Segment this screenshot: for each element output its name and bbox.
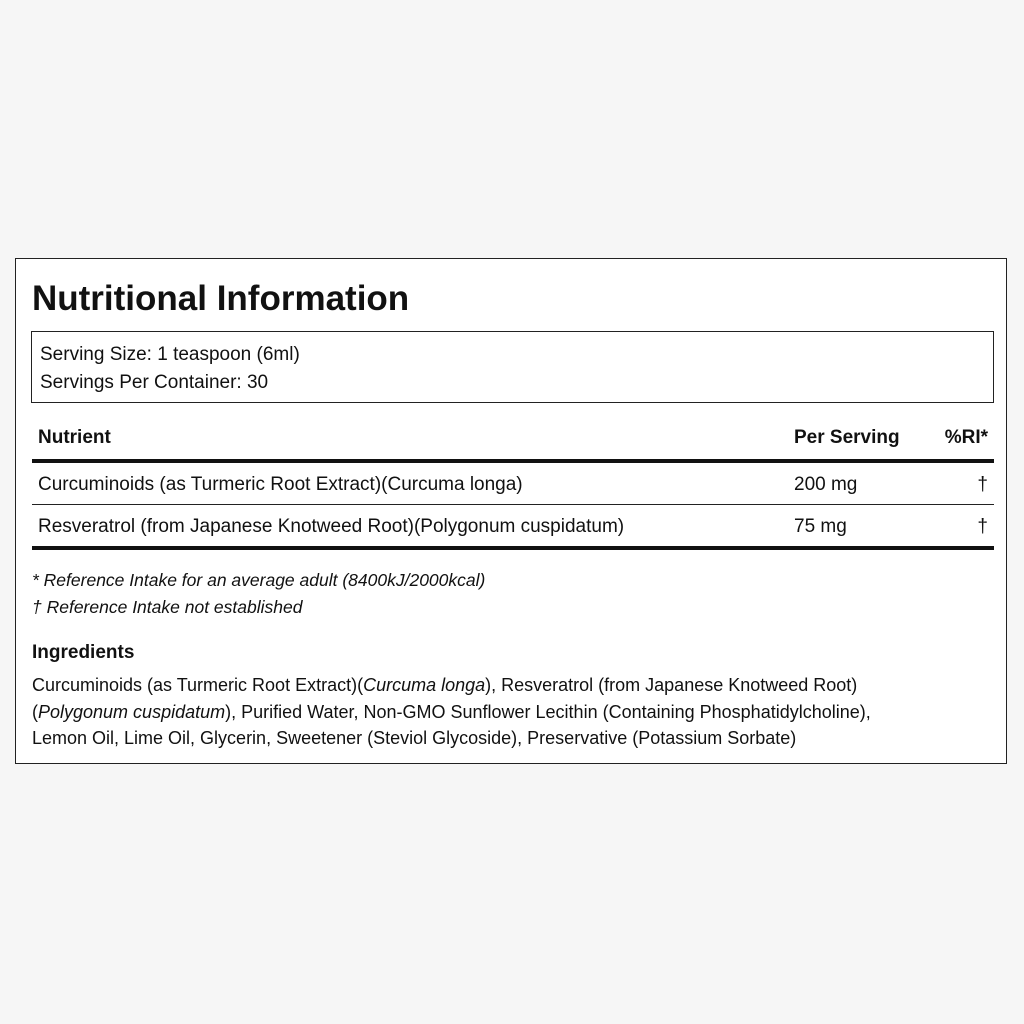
serving-info-box xyxy=(31,331,994,403)
ingredients-list xyxy=(32,672,992,752)
header-nutrient: Nutrient xyxy=(32,419,788,461)
ingredients-line xyxy=(32,725,992,752)
serving-size: Serving Size: 1 teaspoon (6ml) xyxy=(40,344,300,365)
footnotes xyxy=(32,567,485,621)
nutrition-label-panel xyxy=(15,258,1007,764)
nutrient-ri: † xyxy=(936,505,994,549)
ingredients-text-segment: Lemon Oil, Lime Oil, Glycerin, Sweetener (Steviol Glycoside), Preservative (Potassium Sorbate) xyxy=(32,728,797,748)
label-title: Nutritional Information xyxy=(32,279,410,318)
nutrient-table-header xyxy=(32,419,994,461)
nutrient-amount: 200 mg xyxy=(788,461,936,505)
ingredients-line xyxy=(32,672,992,699)
ingredients-text-segment: ), Purified Water, Non-GMO Sunflower Lecithin (Containing Phosphatidylcholine), xyxy=(225,701,871,722)
ingredients-text-segment: ( xyxy=(32,701,38,722)
table-row xyxy=(32,505,994,549)
footnote-reference-intake: * Reference Intake for an average adult (8400kJ/2000kcal) xyxy=(32,570,486,590)
ingredients-latin-name: Curcuma longa xyxy=(363,675,486,695)
nutrient-name: Resveratrol (from Japanese Knotweed Root)(Polygonum cuspidatum) xyxy=(32,505,788,549)
nutrient-name: Curcuminoids (as Turmeric Root Extract)(Curcuma longa) xyxy=(32,461,788,505)
header-ri: %RI* xyxy=(936,419,994,461)
header-per-serving: Per Serving xyxy=(788,419,936,461)
ingredients-latin-name: Polygonum cuspidatum xyxy=(38,701,226,722)
table-row xyxy=(32,461,994,505)
ingredients-heading: Ingredients xyxy=(32,642,135,663)
ingredients-line xyxy=(32,699,992,726)
footnote-not-established: † Reference Intake not established xyxy=(32,597,303,617)
ingredients-text-segment: ), Resveratrol (from Japanese Knotweed Root) xyxy=(485,675,858,695)
nutrient-amount: 75 mg xyxy=(788,505,936,549)
servings-per-container: Servings Per Container: 30 xyxy=(40,372,269,393)
nutrient-table xyxy=(32,419,994,550)
ingredients-text-segment: Curcuminoids (as Turmeric Root Extract)( xyxy=(32,675,364,695)
nutrient-ri: † xyxy=(936,461,994,505)
